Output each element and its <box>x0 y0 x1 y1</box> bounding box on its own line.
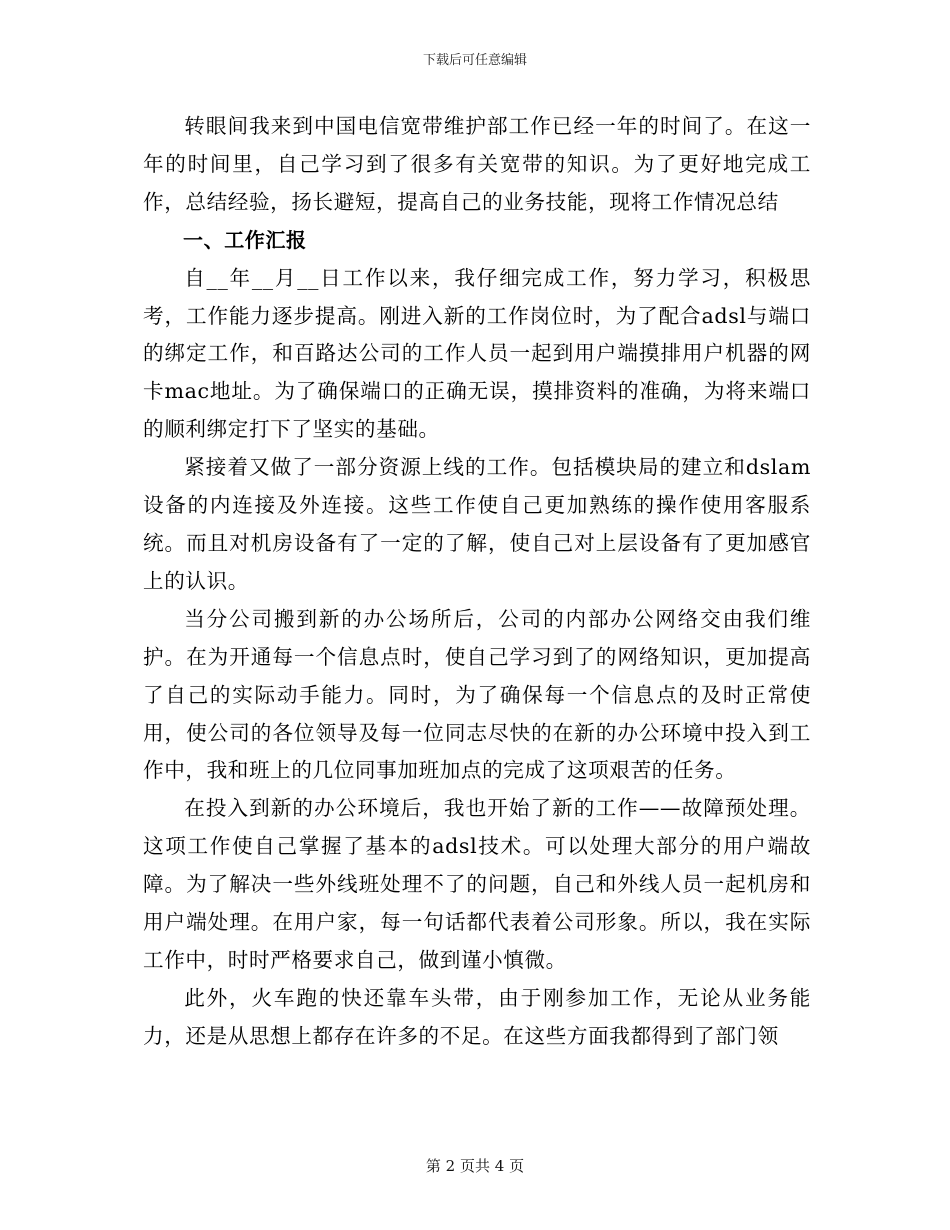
body-paragraph: 此外，火车跑的快还靠车头带，由于刚参加工作，无论从业务能力，还是从思想上都存在许多的不足。在这些方面我都得到了部门领 <box>143 985 811 1048</box>
page-header-note: 下载后可任意编辑 <box>422 53 527 68</box>
body-paragraph: 在投入到新的办公环境后，我也开始了新的工作——故障预处理。这项工作使自己掌握了基本的adsl技术。可以处理大部分的用户端故障。为了解决一些外线班处理不了的问题，自己和外线人员一起机房和用户端处理。在用户家，每一句话都代表着公司形象。所以，我在实际工作中，时时严格要求自己，做到谨小慎微。 <box>143 796 811 972</box>
body-paragraph: 自__年__月__日工作以来，我仔细完成工作，努力学习，积极思考，工作能力逐步提高。刚进入新的工作岗位时，为了配合adsl与端口的绑定工作，和百路达公司的工作人员一起到用户端摸排用户机器的网卡mac地址。为了确保端口的正确无误，摸排资料的准确，为将来端口的顺利绑定打下了坚实的基础。 <box>143 265 811 442</box>
body-paragraph: 紧接着又做了一部分资源上线的工作。包括模块局的建立和dslam设备的内连接及外连接。这些工作使自己更加熟练的操作使用客服系统。而且对机房设备有了一定的了解，使自己对上层设备有了更加感官上的认识。 <box>143 455 811 593</box>
section-heading: 一、工作汇报 <box>183 227 307 252</box>
body-paragraph: 当分公司搬到新的办公场所后，公司的内部办公网络交由我们维护。在为开通每一个信息点时，使自己学习到了的网络知识，更加提高了自己的实际动手能力。同时，为了确保每一个信息点的及时正常使用，使公司的各位领导及每一位同志尽快的在新的办公环境中投入到工作中，我和班上的几位同事加班加点的完成了这项艰苦的任务。 <box>143 606 811 783</box>
intro-paragraph: 转眼间我来到中国电信宽带维护部工作已经一年的时间了。在这一年的时间里，自己学习到了很多有关宽带的知识。为了更好地完成工作，总结经验，扬长避短，提高自己的业务技能，现将工作情况总结 <box>143 114 811 214</box>
page-number: 第 2 页共 4 页 <box>425 1157 525 1175</box>
document-body <box>143 108 811 1056</box>
